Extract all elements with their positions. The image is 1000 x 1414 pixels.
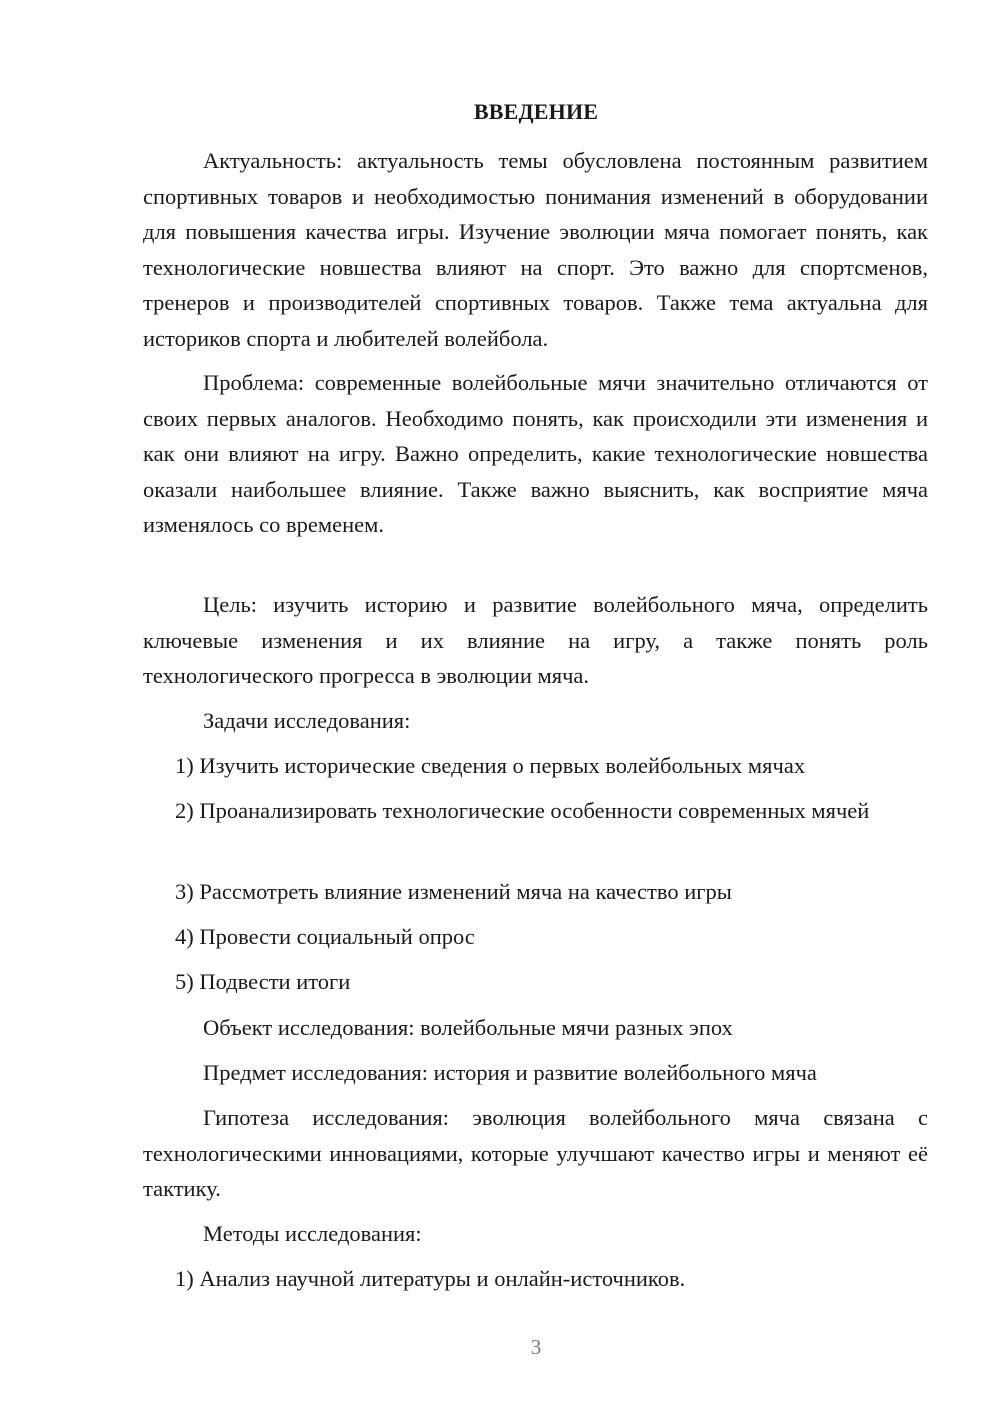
methods-heading: Методы исследования: (203, 1221, 422, 1246)
hypothesis-paragraph: Гипотеза исследования: эволюция волейбольного мяча связана с технологическими инновациями, которые улучшают качество игры и меняют её тактику. (143, 1105, 928, 1201)
problem-paragraph: Проблема: современные волейбольные мячи значительно отличаются от своих первых аналогов. Необходимо понять, как происходили эти изменения и как они влияют на игру. Важно определить, какие технологические новшества оказали наибольшее влияние. Также важно выяснить, как восприятие мяча изменялось со временем. (143, 370, 928, 537)
tasks-heading: Задачи исследования: (203, 708, 411, 733)
section-title: ВВЕДЕНИЕ (473, 99, 599, 124)
task-item: 1) Изучить исторические сведения о первых волейбольных мячах (175, 753, 806, 778)
method-item: 1) Анализ научной литературы и онлайн-источников. (175, 1266, 686, 1291)
page-number: 3 (530, 1335, 542, 1359)
goal-paragraph: Цель: изучить историю и развитие волейбольного мяча, определить ключевые изменения и их влияние на игру, а также понять роль технологического прогресса в эволюции мяча. (143, 592, 928, 688)
relevance-paragraph: Актуальность: актуальность темы обусловлена постоянным развитием спортивных товаров и необходимостью понимания изменений в оборудовании для повышения качества игры. Изучение эволюции мяча помогает понять, как технологические новшества влияют на спорт. Это важно для спортсменов, тренеров и производителей спортивных товаров. Также тема актуальна для историков спорта и любителей волейбола. (143, 148, 928, 351)
task-item: 5) Подвести итоги (175, 969, 351, 994)
subject-line: Предмет исследования: история и развитие волейбольного мяча (203, 1060, 817, 1085)
object-line: Объект исследования: волейбольные мячи разных эпох (203, 1015, 733, 1040)
task-item: 2) Проанализировать технологические особенности современных мячей (175, 798, 870, 823)
task-item: 3) Рассмотреть влияние изменений мяча на качество игры (175, 879, 732, 904)
task-item: 4) Провести социальный опрос (175, 924, 475, 949)
